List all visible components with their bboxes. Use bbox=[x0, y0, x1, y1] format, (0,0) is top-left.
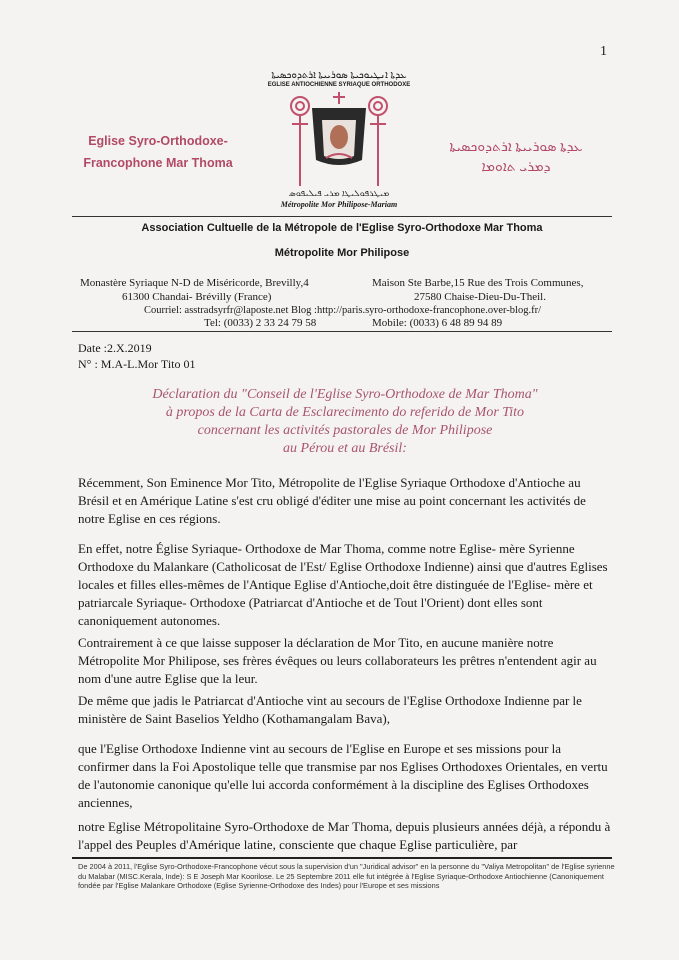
reference-block bbox=[78, 340, 196, 372]
church-title-line1: Eglise Syro-Orthodoxe- bbox=[88, 134, 228, 148]
logo-syriac-top: ܥܕܬܐ ܐܢܛܝܘܟܝܬܐ ܣܘܪܝܝܬܐ ܐܪܬܕܘܟܣܝܬܐ bbox=[271, 70, 407, 81]
paragraph: Contrairement à ce que laisse supposer la déclaration de Mor Tito, en aucune manière notre Métropolite Mor Philipose, ses frères évêques ou leurs collaborateurs les prêtres n'entendent agir au nom d'une autre Eglise que la leur. bbox=[78, 635, 597, 686]
mobile-number: Mobile: (0033) 6 48 89 94 89 bbox=[372, 317, 503, 329]
paragraph: Récemment, Son Eminence Mor Tito, Métropolite de l'Eglise Syriaque Orthodoxe d'Antioche au Brésil et en Amérique Latine s'est cru obligé d'éditer une mise au point concernant les activités de notre Eglise en ces régions. bbox=[78, 475, 586, 526]
paragraph: En effet, notre Église Syriaque- Orthodoxe de Mar Thoma, comme notre Eglise- mère Syrienne Orthodoxe du Malankare (Catholicosat de l'Est/ Eglise Orthodoxe Indienne) ainsi que d'autres Eglises locales et filles elles-mêmes de l'Antique Eglise d'Antioche,doit être distinguée de l'Eglise- mère et patriarcale Syriaque- Orthodoxe (Patriarcat d'Antioche et de Tout l'Orient) dont elles sont canoniquement autonomes. bbox=[78, 541, 608, 628]
declaration-title bbox=[80, 386, 610, 458]
address-right-line1: Maison Ste Barbe,15 Rue des Trois Communes, bbox=[372, 277, 584, 289]
logo-signature: Métropolite Mor Philipose-Mariam bbox=[280, 200, 398, 209]
association-name: Association Cultuelle de la Métropole de l'Eglise Syro-Orthodoxe Mar Thoma bbox=[141, 222, 543, 234]
syriac-title bbox=[436, 138, 596, 178]
syriac-title-line1: ܥܕܬܐ ܣܘܪܝܝܬܐ ܐܪܬܕܘܟܣܝܬܐ bbox=[449, 140, 583, 155]
paragraph: que l'Eglise Orthodoxe Indienne vint au secours de l'Eglise en Europe et ses missions pour la confirmer dans la Foi Apostolique telle que transmise par nos Eglises Orthodoxes Orientales, en vertu de l'autonomie canonique qu'elle lui accorda conformément à la discipline des Eglises Orthodoxes anciennes, bbox=[78, 741, 608, 810]
syriac-title-line2: ܕܡܪܝ ܬܐܘܡܐ bbox=[481, 160, 551, 175]
declaration-line2: à propos de la Carta de Esclarecimento do referido de Mor Tito bbox=[165, 405, 525, 420]
header-divider bbox=[72, 216, 612, 217]
document-date: Date :2.X.2019 bbox=[78, 341, 152, 355]
declaration-line1: Déclaration du "Conseil de l'Eglise Syro-Orthodoxe de Mar Thoma" bbox=[152, 387, 538, 402]
address-left-line2: 61300 Chandai- Brévilly (France) bbox=[122, 291, 272, 303]
footnote-divider bbox=[72, 857, 612, 859]
declaration-line4: au Pérou et au Brésil: bbox=[283, 441, 407, 456]
address-left-line1: Monastère Syriaque N-D de Miséricorde, Brevilly,4 bbox=[80, 277, 309, 289]
phone-number: Tel: (0033) 2 33 24 79 58 bbox=[204, 317, 317, 329]
church-title bbox=[78, 130, 238, 174]
declaration-line3: concernant les activités pastorales de Mor Philipose bbox=[197, 423, 493, 438]
paragraph: De même que jadis le Patriarcat d'Antioche vint au secours de l'Eglise Orthodoxe Indienne par le ministère de Saint Baselios Yeldho (Kothamangalam Bava), bbox=[78, 693, 582, 726]
cross-icon bbox=[264, 90, 414, 188]
page-number: 1 bbox=[600, 44, 607, 59]
logo-church-name: EGLISE ANTIOCHIENNE SYRIAQUE ORTHODOXE bbox=[267, 82, 411, 88]
paragraph: notre Eglise Métropolitaine Syro-Orthodoxe de Mar Thoma, depuis plusieurs années déjà, a répondu à l'appel des Peuples d'Amérique latine, consciente que chaque Eglise particulière, par bbox=[78, 819, 611, 852]
church-title-line2: Francophone Mar Thoma bbox=[83, 156, 233, 170]
metropolite-name: Métropolite Mor Philipose bbox=[274, 247, 410, 259]
contact-line: Courriel: asstradsyrfr@laposte.net Blog :http://paris.syro-orthodoxe-francophone.over-blog.fr/ bbox=[144, 305, 541, 316]
address-right-line2: 27580 Chaise-Dieu-Du-Theil. bbox=[414, 291, 546, 303]
address-divider bbox=[72, 331, 612, 332]
footnote: De 2004 à 2011, l'Eglise Syro-Orthodoxe-Francophone vécut sous la supervision d'un "Juridical advisor" en la personne du "Valiya Metropolitan" de l'Eglise syrienne du Malabar (MISC.Kerala, Inde): S E Joseph Mar Koorilose. Le 25 Septembre 2011 elle fut intégrée à l'Eglise Syriaque-Orthodoxe Antiochienne (Canoniquement fondée par l'Eglise Malankare Orthodoxe (Eglise Syrienne-Orthodoxe des Indes) pour l'Europe et ses missions bbox=[78, 862, 615, 890]
logo-syriac-bottom: ܡܝܛܪܦܘܠܝܛܐ ܡܪܝ ܦܝܠܝܦܘܣ bbox=[288, 188, 390, 198]
church-logo bbox=[264, 70, 414, 220]
document-number: N° : M.A-L.Mor Tito 01 bbox=[78, 357, 196, 371]
